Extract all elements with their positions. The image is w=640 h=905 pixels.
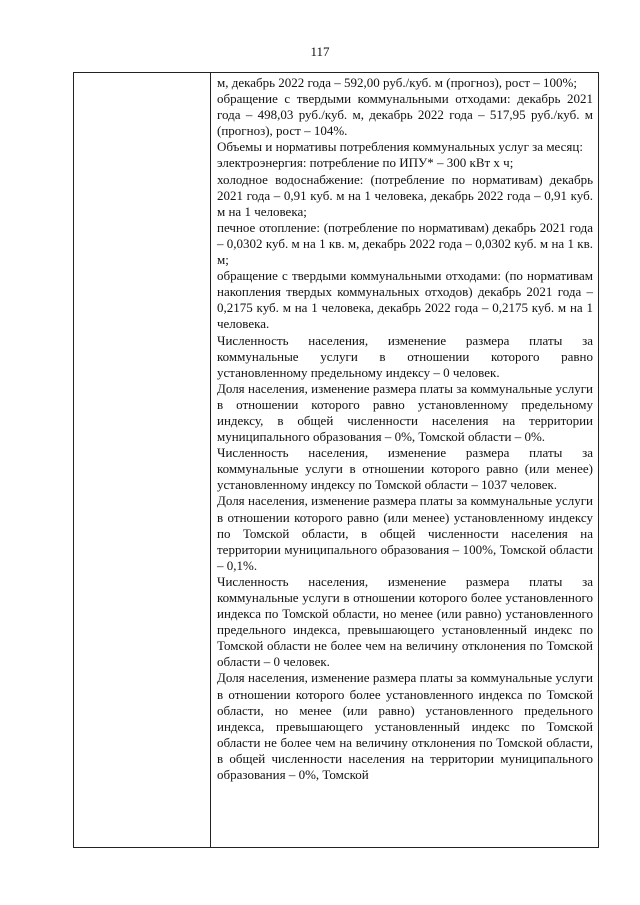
paragraph: Доля населения, изменение размера платы за коммунальные услуги в отношении которого более установленного индекса по Томской области, но менее (или равно) установленного предельного индекса, превышающего установленный индекс по Томской области не более чем на величину отклонения по Томской области, в общей численности населения на территории муниципального образования – 0%, Томской bbox=[217, 670, 593, 783]
paragraph: Доля населения, изменение размера платы за коммунальные услуги в отношении которого равно (или менее) установленному индексу по Томской области, в общей численности населения на территории муниципального образования – 100%, Томской области – 0,1%. bbox=[217, 493, 593, 573]
paragraph: Численность населения, изменение размера платы за коммунальные услуги в отношении которого равно (или менее) установленному индексу по Томской области – 1037 человек. bbox=[217, 445, 593, 493]
paragraph: м, декабрь 2022 года – 592,00 руб./куб. м (прогноз), рост – 100%; bbox=[217, 75, 578, 90]
paragraph: Объемы и нормативы потребления коммунальных услуг за месяц: bbox=[217, 139, 583, 155]
paragraph: обращение с твердыми коммунальными отходами: декабрь 2021 года – 498,03 руб./куб. м, декабрь 2022 года – 517,95 руб./куб. м (прогноз), рост – 104%. bbox=[217, 91, 593, 139]
paragraph: обращение с твердыми коммунальными отходами: (по нормативам накопления твердых коммунальных отходов) декабрь 2021 года – 0,2175 куб. м на 1 человека, декабрь 2022 года – 0,2175 куб. м на 1 человека. bbox=[217, 268, 593, 332]
paragraph: Доля населения, изменение размера платы за коммунальные услуги в отношении которого равно установленному предельному индексу, в общей численности населения на территории муниципального образования – 0%, Томской области – 0%. bbox=[217, 380, 593, 445]
paragraph: электроэнергия: потребление по ИПУ* – 300 кВт х ч; bbox=[217, 155, 514, 171]
table-right-cell bbox=[211, 73, 598, 847]
paragraph: печное отопление: (потребление по нормативам) декабрь 2021 года – 0,0302 куб. м на 1 кв. м, декабрь 2022 года – 0,0302 куб. м на 1 кв. м; bbox=[217, 219, 593, 268]
paragraph: холодное водоснабжение: (потребление по нормативам) декабрь 2021 года – 0,91 куб. м на 1 человека, декабрь 2022 года – 0,91 куб. м на 1 человека; bbox=[217, 171, 593, 219]
content-table bbox=[73, 72, 599, 848]
page-number: 117 bbox=[310, 44, 330, 59]
paragraph: Численность населения, изменение размера платы за коммунальные услуги в отношении которого равно установленному предельному индексу – 0 человек. bbox=[217, 332, 593, 380]
table-left-cell bbox=[74, 73, 211, 847]
paragraph: Численность населения, изменение размера платы за коммунальные услуги в отношении которого более установленного индекса по Томской области, но менее (или равно) установленного предельного индекса, превышающего установленный индекс по Томской области не более чем на величину отклонения по Томской области – 0 человек. bbox=[217, 573, 593, 670]
